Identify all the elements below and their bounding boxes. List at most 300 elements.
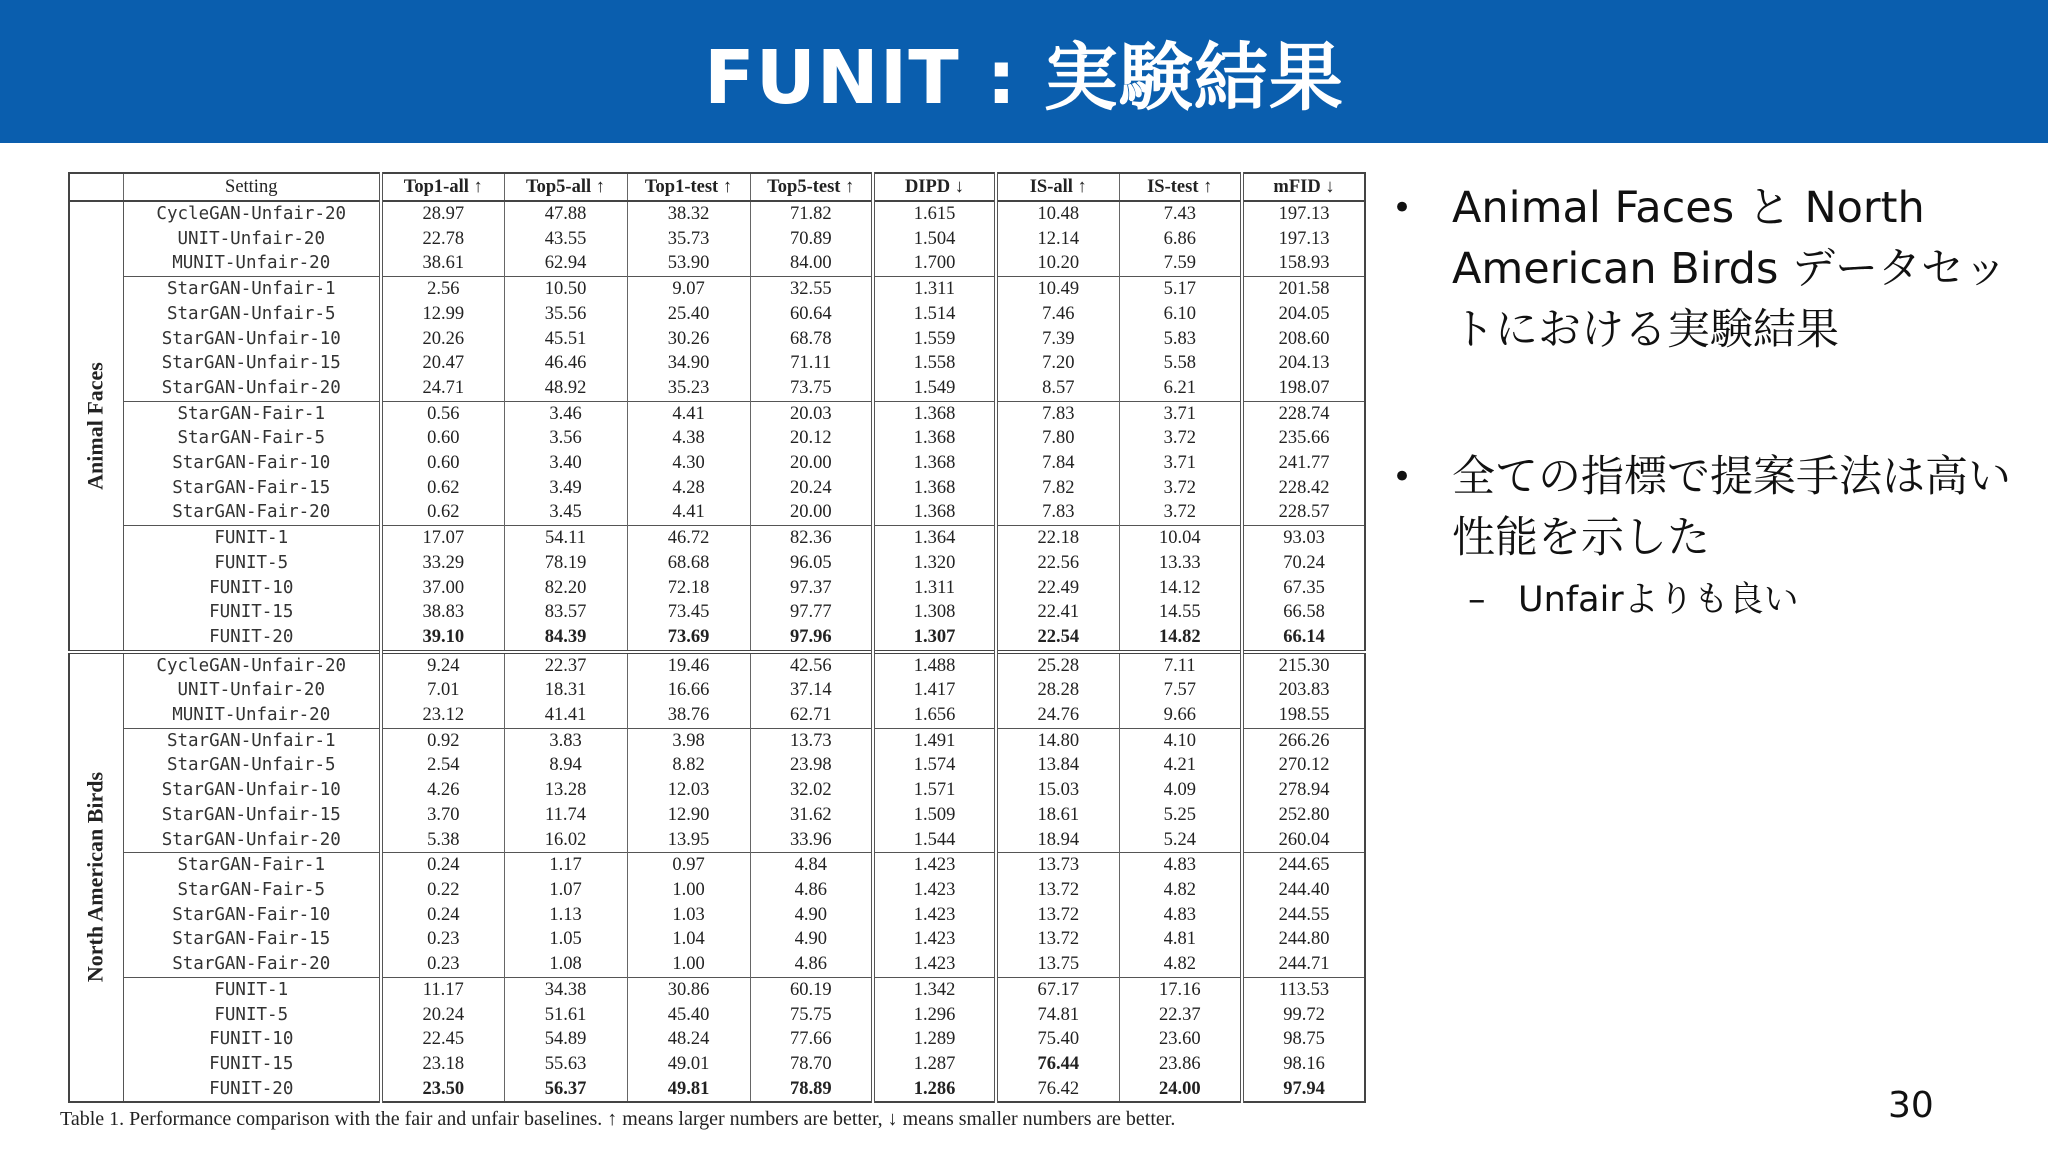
setting-cell: StarGAN-Fair-1 xyxy=(123,401,381,426)
setting-cell: StarGAN-Unfair-20 xyxy=(123,828,381,853)
value-cell: 18.94 xyxy=(996,828,1119,853)
value-cell: 16.66 xyxy=(627,678,750,703)
bullet-text: Animal Faces と North American Birds データセットにおける実験結果 xyxy=(1452,183,2008,355)
value-cell: 1.311 xyxy=(873,576,996,601)
table-row xyxy=(69,703,1365,728)
header-setting: Setting xyxy=(123,173,381,201)
value-cell: 23.60 xyxy=(1119,1027,1242,1052)
value-cell: 2.56 xyxy=(381,277,504,302)
value-cell: 55.63 xyxy=(504,1052,627,1077)
value-cell: 12.90 xyxy=(627,803,750,828)
setting-cell: StarGAN-Unfair-10 xyxy=(123,778,381,803)
setting-cell: StarGAN-Fair-1 xyxy=(123,853,381,878)
value-cell: 34.38 xyxy=(504,977,627,1002)
value-cell: 7.83 xyxy=(996,500,1119,525)
slide-title: FUNIT : 実験結果 xyxy=(704,34,1344,121)
setting-cell: FUNIT-5 xyxy=(123,1003,381,1028)
value-cell: 1.07 xyxy=(504,878,627,903)
setting-cell: CycleGAN-Unfair-20 xyxy=(123,652,381,679)
value-cell: 7.80 xyxy=(996,426,1119,451)
value-cell: 13.72 xyxy=(996,927,1119,952)
value-cell: 10.48 xyxy=(996,201,1119,227)
setting-cell: StarGAN-Fair-5 xyxy=(123,878,381,903)
value-cell: 13.73 xyxy=(750,728,873,753)
value-cell: 20.26 xyxy=(381,327,504,352)
value-cell: 4.83 xyxy=(1119,903,1242,928)
value-cell: 204.13 xyxy=(1278,353,1330,374)
value-cell: 38.76 xyxy=(627,703,750,728)
table-row xyxy=(69,451,1365,476)
value-cell: 13.33 xyxy=(1119,551,1242,576)
value-cell: 22.78 xyxy=(381,227,504,252)
value-cell: 82.36 xyxy=(750,526,873,551)
value-cell: 20.47 xyxy=(381,351,504,376)
value-cell: 1.491 xyxy=(873,728,996,753)
table-row xyxy=(69,277,1365,302)
value-cell: 3.45 xyxy=(504,500,627,525)
value-cell: 4.81 xyxy=(1119,927,1242,952)
setting-cell: StarGAN-Fair-10 xyxy=(123,903,381,928)
value-cell: 1.700 xyxy=(873,251,996,276)
setting-cell: FUNIT-10 xyxy=(123,576,381,601)
value-cell: 244.80 xyxy=(1278,929,1330,950)
table-row xyxy=(69,227,1365,252)
value-cell: 82.20 xyxy=(504,576,627,601)
value-cell: 49.81 xyxy=(627,1077,750,1103)
value-cell: 1.342 xyxy=(873,977,996,1002)
value-cell: 1.368 xyxy=(873,500,996,525)
value-cell: 97.96 xyxy=(750,625,873,652)
sub-bullet-text: Unfairよりも良い xyxy=(1518,580,1799,620)
value-cell: 22.49 xyxy=(996,576,1119,601)
value-cell: 244.55 xyxy=(1278,904,1330,925)
value-cell: 3.98 xyxy=(627,728,750,753)
group-label-cell xyxy=(69,652,123,1103)
value-cell: 20.00 xyxy=(750,451,873,476)
table-row xyxy=(69,952,1365,977)
value-cell: 1.08 xyxy=(504,952,627,977)
value-cell: 84.39 xyxy=(504,625,627,652)
value-cell: 5.24 xyxy=(1119,828,1242,853)
value-cell: 13.28 xyxy=(504,778,627,803)
value-cell: 76.42 xyxy=(996,1077,1119,1103)
value-cell: 1.656 xyxy=(873,703,996,728)
table-row xyxy=(69,351,1365,376)
value-cell: 10.20 xyxy=(996,251,1119,276)
value-cell: 4.21 xyxy=(1119,753,1242,778)
value-cell: 244.65 xyxy=(1242,853,1365,878)
value-cell: 7.83 xyxy=(996,401,1119,426)
value-cell: 37.00 xyxy=(381,576,504,601)
value-cell: 7.84 xyxy=(996,451,1119,476)
value-cell: 4.86 xyxy=(750,878,873,903)
value-cell: 11.17 xyxy=(381,977,504,1002)
value-cell: 10.04 xyxy=(1119,526,1242,551)
value-cell: 13.72 xyxy=(996,878,1119,903)
table-row xyxy=(69,652,1365,679)
value-cell: 54.89 xyxy=(504,1027,627,1052)
value-cell: 17.16 xyxy=(1119,977,1242,1002)
value-cell: 20.24 xyxy=(381,1003,504,1028)
value-cell: 13.84 xyxy=(996,753,1119,778)
table-row xyxy=(69,903,1365,928)
value-cell: 158.93 xyxy=(1278,253,1330,274)
table-row xyxy=(69,977,1365,1002)
value-cell: 38.61 xyxy=(381,251,504,276)
table-row xyxy=(69,302,1365,327)
value-cell: 93.03 xyxy=(1242,526,1365,551)
value-cell: 3.71 xyxy=(1119,401,1242,426)
value-cell: 1.00 xyxy=(627,878,750,903)
value-cell: 4.38 xyxy=(627,426,750,451)
dash-icon: – xyxy=(1468,580,1486,620)
value-cell: 60.19 xyxy=(750,977,873,1002)
value-cell: 51.61 xyxy=(504,1003,627,1028)
value-cell: 1.488 xyxy=(873,652,996,679)
value-cell: 1.549 xyxy=(873,376,996,401)
value-cell: 1.559 xyxy=(873,327,996,352)
value-cell: 84.00 xyxy=(750,251,873,276)
table-row xyxy=(69,551,1365,576)
value-cell: 5.38 xyxy=(381,828,504,853)
table-row xyxy=(69,401,1365,426)
value-cell: 33.96 xyxy=(750,828,873,853)
value-cell: 1.423 xyxy=(873,952,996,977)
value-cell: 98.16 xyxy=(1283,1053,1325,1074)
header-top5-test: Top5-test ↑ xyxy=(750,173,873,201)
value-cell: 16.02 xyxy=(504,828,627,853)
value-cell: 73.75 xyxy=(750,376,873,401)
value-cell: 4.41 xyxy=(627,401,750,426)
value-cell: 73.69 xyxy=(627,625,750,652)
value-cell: 25.28 xyxy=(996,652,1119,679)
value-cell: 4.86 xyxy=(750,952,873,977)
value-cell: 3.71 xyxy=(1119,451,1242,476)
value-cell: 77.66 xyxy=(750,1027,873,1052)
value-cell: 4.82 xyxy=(1119,952,1242,977)
value-cell: 252.80 xyxy=(1278,804,1330,825)
value-cell: 74.81 xyxy=(996,1003,1119,1028)
value-cell: 45.51 xyxy=(504,327,627,352)
value-cell: 203.83 xyxy=(1278,680,1330,701)
table-row xyxy=(69,600,1365,625)
table-row xyxy=(69,927,1365,952)
value-cell: 8.94 xyxy=(504,753,627,778)
value-cell: 5.25 xyxy=(1119,803,1242,828)
value-cell: 4.28 xyxy=(627,476,750,501)
value-cell: 14.12 xyxy=(1119,576,1242,601)
group-header-cell xyxy=(69,173,123,201)
value-cell: 8.57 xyxy=(996,376,1119,401)
setting-cell: MUNIT-Unfair-20 xyxy=(123,251,381,276)
setting-cell: StarGAN-Fair-20 xyxy=(123,952,381,977)
value-cell: 99.72 xyxy=(1283,1004,1325,1025)
value-cell: 1.311 xyxy=(873,277,996,302)
value-cell: 24.00 xyxy=(1119,1077,1242,1103)
value-cell: 98.75 xyxy=(1283,1029,1325,1050)
value-cell: 31.62 xyxy=(750,803,873,828)
value-cell: 3.72 xyxy=(1119,426,1242,451)
table-row xyxy=(69,853,1365,878)
value-cell: 197.13 xyxy=(1278,204,1330,224)
value-cell: 1.364 xyxy=(873,526,996,551)
table-row xyxy=(69,376,1365,401)
value-cell: 197.13 xyxy=(1278,228,1330,249)
value-cell: 78.19 xyxy=(504,551,627,576)
value-cell: 20.00 xyxy=(750,500,873,525)
table-row xyxy=(69,1027,1365,1052)
value-cell: 1.423 xyxy=(873,853,996,878)
value-cell: 48.24 xyxy=(627,1027,750,1052)
value-cell: 0.60 xyxy=(381,451,504,476)
setting-cell: FUNIT-1 xyxy=(123,977,381,1002)
table-row xyxy=(69,778,1365,803)
value-cell: 1.03 xyxy=(627,903,750,928)
value-cell: 73.45 xyxy=(627,600,750,625)
table-row xyxy=(69,728,1365,753)
value-cell: 3.40 xyxy=(504,451,627,476)
value-cell: 9.66 xyxy=(1119,703,1242,728)
value-cell: 270.12 xyxy=(1278,755,1330,776)
value-cell: 4.26 xyxy=(381,778,504,803)
value-cell: 34.90 xyxy=(627,351,750,376)
value-cell: 6.86 xyxy=(1119,227,1242,252)
value-cell: 10.50 xyxy=(504,277,627,302)
page-number: 30 xyxy=(1888,1085,1934,1126)
value-cell: 18.31 xyxy=(504,678,627,703)
value-cell: 71.82 xyxy=(750,201,873,227)
value-cell: 1.368 xyxy=(873,476,996,501)
sub-bullet-item xyxy=(1392,573,2012,627)
value-cell: 228.57 xyxy=(1278,502,1330,523)
group-label: Animal Faces xyxy=(82,361,108,490)
bullet-list xyxy=(1392,178,2012,627)
setting-cell: StarGAN-Fair-10 xyxy=(123,451,381,476)
value-cell: 66.58 xyxy=(1283,602,1325,623)
value-cell: 70.24 xyxy=(1283,552,1325,573)
value-cell: 60.64 xyxy=(750,302,873,327)
value-cell: 228.42 xyxy=(1278,477,1330,498)
setting-cell: StarGAN-Unfair-5 xyxy=(123,753,381,778)
value-cell: 13.75 xyxy=(996,952,1119,977)
value-cell: 215.30 xyxy=(1242,652,1365,679)
value-cell: 204.05 xyxy=(1278,303,1330,324)
setting-cell: StarGAN-Unfair-15 xyxy=(123,351,381,376)
value-cell: 75.40 xyxy=(996,1027,1119,1052)
value-cell: 43.55 xyxy=(504,227,627,252)
value-cell: 78.70 xyxy=(750,1052,873,1077)
header-mfid: mFID ↓ xyxy=(1242,173,1365,201)
value-cell: 42.56 xyxy=(750,652,873,679)
value-cell: 1.307 xyxy=(873,625,996,652)
setting-cell: StarGAN-Fair-5 xyxy=(123,426,381,451)
table-row xyxy=(69,828,1365,853)
value-cell: 7.46 xyxy=(996,302,1119,327)
value-cell: 20.03 xyxy=(750,401,873,426)
value-cell: 70.89 xyxy=(750,227,873,252)
table-row xyxy=(69,576,1365,601)
value-cell: 23.12 xyxy=(381,703,504,728)
value-cell: 22.56 xyxy=(996,551,1119,576)
value-cell: 67.35 xyxy=(1283,577,1325,598)
value-cell: 260.04 xyxy=(1278,829,1330,850)
table-row xyxy=(69,1052,1365,1077)
value-cell: 62.94 xyxy=(504,251,627,276)
value-cell: 0.92 xyxy=(381,728,504,753)
header-is-test: IS-test ↑ xyxy=(1119,173,1242,201)
group-label: North American Birds xyxy=(82,772,108,983)
results-table xyxy=(68,172,1366,1103)
value-cell: 38.32 xyxy=(627,201,750,227)
value-cell: 4.10 xyxy=(1119,728,1242,753)
setting-cell: StarGAN-Unfair-5 xyxy=(123,302,381,327)
value-cell: 24.76 xyxy=(996,703,1119,728)
value-cell: 35.23 xyxy=(627,376,750,401)
value-cell: 12.99 xyxy=(381,302,504,327)
setting-cell: CycleGAN-Unfair-20 xyxy=(123,201,381,227)
setting-cell: FUNIT-10 xyxy=(123,1027,381,1052)
value-cell: 7.20 xyxy=(996,351,1119,376)
value-cell: 1.574 xyxy=(873,753,996,778)
setting-cell: UNIT-Unfair-20 xyxy=(123,227,381,252)
value-cell: 9.07 xyxy=(627,277,750,302)
value-cell: 0.56 xyxy=(381,401,504,426)
value-cell: 13.73 xyxy=(996,853,1119,878)
value-cell: 0.62 xyxy=(381,476,504,501)
value-cell: 75.75 xyxy=(750,1003,873,1028)
value-cell: 32.55 xyxy=(750,277,873,302)
value-cell: 208.60 xyxy=(1278,328,1330,349)
value-cell: 235.66 xyxy=(1278,428,1330,449)
value-cell: 22.41 xyxy=(996,600,1119,625)
setting-cell: MUNIT-Unfair-20 xyxy=(123,703,381,728)
value-cell: 18.61 xyxy=(996,803,1119,828)
table-row xyxy=(69,678,1365,703)
value-cell: 4.90 xyxy=(750,903,873,928)
value-cell: 37.14 xyxy=(750,678,873,703)
value-cell: 53.90 xyxy=(627,251,750,276)
value-cell: 1.04 xyxy=(627,927,750,952)
value-cell: 1.504 xyxy=(873,227,996,252)
value-cell: 68.78 xyxy=(750,327,873,352)
value-cell: 12.14 xyxy=(996,227,1119,252)
value-cell: 198.07 xyxy=(1278,377,1330,398)
value-cell: 4.90 xyxy=(750,927,873,952)
table-row xyxy=(69,753,1365,778)
value-cell: 1.368 xyxy=(873,401,996,426)
value-cell: 1.514 xyxy=(873,302,996,327)
value-cell: 15.03 xyxy=(996,778,1119,803)
value-cell: 3.49 xyxy=(504,476,627,501)
value-cell: 198.55 xyxy=(1278,705,1330,726)
setting-cell: FUNIT-15 xyxy=(123,600,381,625)
value-cell: 38.83 xyxy=(381,600,504,625)
value-cell: 1.615 xyxy=(873,201,996,227)
value-cell: 1.368 xyxy=(873,451,996,476)
value-cell: 22.18 xyxy=(996,526,1119,551)
table-row xyxy=(69,803,1365,828)
value-cell: 78.89 xyxy=(750,1077,873,1103)
value-cell: 5.83 xyxy=(1119,327,1242,352)
results-table-container xyxy=(68,172,1365,1103)
value-cell: 14.80 xyxy=(996,728,1119,753)
value-cell: 0.60 xyxy=(381,426,504,451)
value-cell: 22.45 xyxy=(381,1027,504,1052)
value-cell: 3.72 xyxy=(1119,500,1242,525)
header-dipd: DIPD ↓ xyxy=(873,173,996,201)
bullet-item xyxy=(1392,178,2012,361)
bullet-dot-icon: • xyxy=(1392,457,1413,497)
value-cell: 4.82 xyxy=(1119,878,1242,903)
value-cell: 13.95 xyxy=(627,828,750,853)
table-row xyxy=(69,327,1365,352)
value-cell: 28.97 xyxy=(381,201,504,227)
setting-cell: FUNIT-5 xyxy=(123,551,381,576)
table-row xyxy=(69,201,1365,227)
table-caption: Table 1. Performance comparison with the fair and unfair baselines. ↑ means larger numbers are better, ↓ means smaller numbers are better. xyxy=(60,1108,1176,1130)
value-cell: 1.558 xyxy=(873,351,996,376)
value-cell: 1.13 xyxy=(504,903,627,928)
value-cell: 14.55 xyxy=(1119,600,1242,625)
value-cell: 46.46 xyxy=(504,351,627,376)
value-cell: 266.26 xyxy=(1242,728,1365,753)
value-cell: 11.74 xyxy=(504,803,627,828)
value-cell: 49.01 xyxy=(627,1052,750,1077)
bullet-dot-icon: • xyxy=(1392,188,1413,228)
setting-cell: StarGAN-Fair-20 xyxy=(123,500,381,525)
table-row xyxy=(69,625,1365,652)
value-cell: 1.287 xyxy=(873,1052,996,1077)
setting-cell: StarGAN-Unfair-10 xyxy=(123,327,381,352)
value-cell: 6.21 xyxy=(1119,376,1242,401)
value-cell: 1.05 xyxy=(504,927,627,952)
header-top5-all: Top5-all ↑ xyxy=(504,173,627,201)
value-cell: 22.37 xyxy=(504,652,627,679)
value-cell: 13.72 xyxy=(996,903,1119,928)
value-cell: 0.24 xyxy=(381,853,504,878)
value-cell: 62.71 xyxy=(750,703,873,728)
value-cell: 23.50 xyxy=(381,1077,504,1103)
value-cell: 76.44 xyxy=(996,1052,1119,1077)
setting-cell: FUNIT-15 xyxy=(123,1052,381,1077)
value-cell: 7.57 xyxy=(1119,678,1242,703)
value-cell: 0.97 xyxy=(627,853,750,878)
setting-cell: StarGAN-Unfair-15 xyxy=(123,803,381,828)
value-cell: 201.58 xyxy=(1242,277,1365,302)
table-row xyxy=(69,500,1365,525)
setting-cell: FUNIT-20 xyxy=(123,625,381,652)
table-header-row xyxy=(69,173,1365,201)
value-cell: 1.17 xyxy=(504,853,627,878)
setting-cell: FUNIT-20 xyxy=(123,1077,381,1103)
value-cell: 1.296 xyxy=(873,1003,996,1028)
value-cell: 3.46 xyxy=(504,401,627,426)
value-cell: 45.40 xyxy=(627,1003,750,1028)
setting-cell: StarGAN-Unfair-20 xyxy=(123,376,381,401)
table-row xyxy=(69,1077,1365,1103)
setting-cell: StarGAN-Unfair-1 xyxy=(123,728,381,753)
value-cell: 56.37 xyxy=(504,1077,627,1103)
value-cell: 4.30 xyxy=(627,451,750,476)
value-cell: 1.308 xyxy=(873,600,996,625)
value-cell: 5.17 xyxy=(1119,277,1242,302)
value-cell: 6.10 xyxy=(1119,302,1242,327)
value-cell: 4.41 xyxy=(627,500,750,525)
table-row xyxy=(69,251,1365,276)
header-is-all: IS-all ↑ xyxy=(996,173,1119,201)
value-cell: 4.09 xyxy=(1119,778,1242,803)
setting-cell: StarGAN-Unfair-1 xyxy=(123,277,381,302)
